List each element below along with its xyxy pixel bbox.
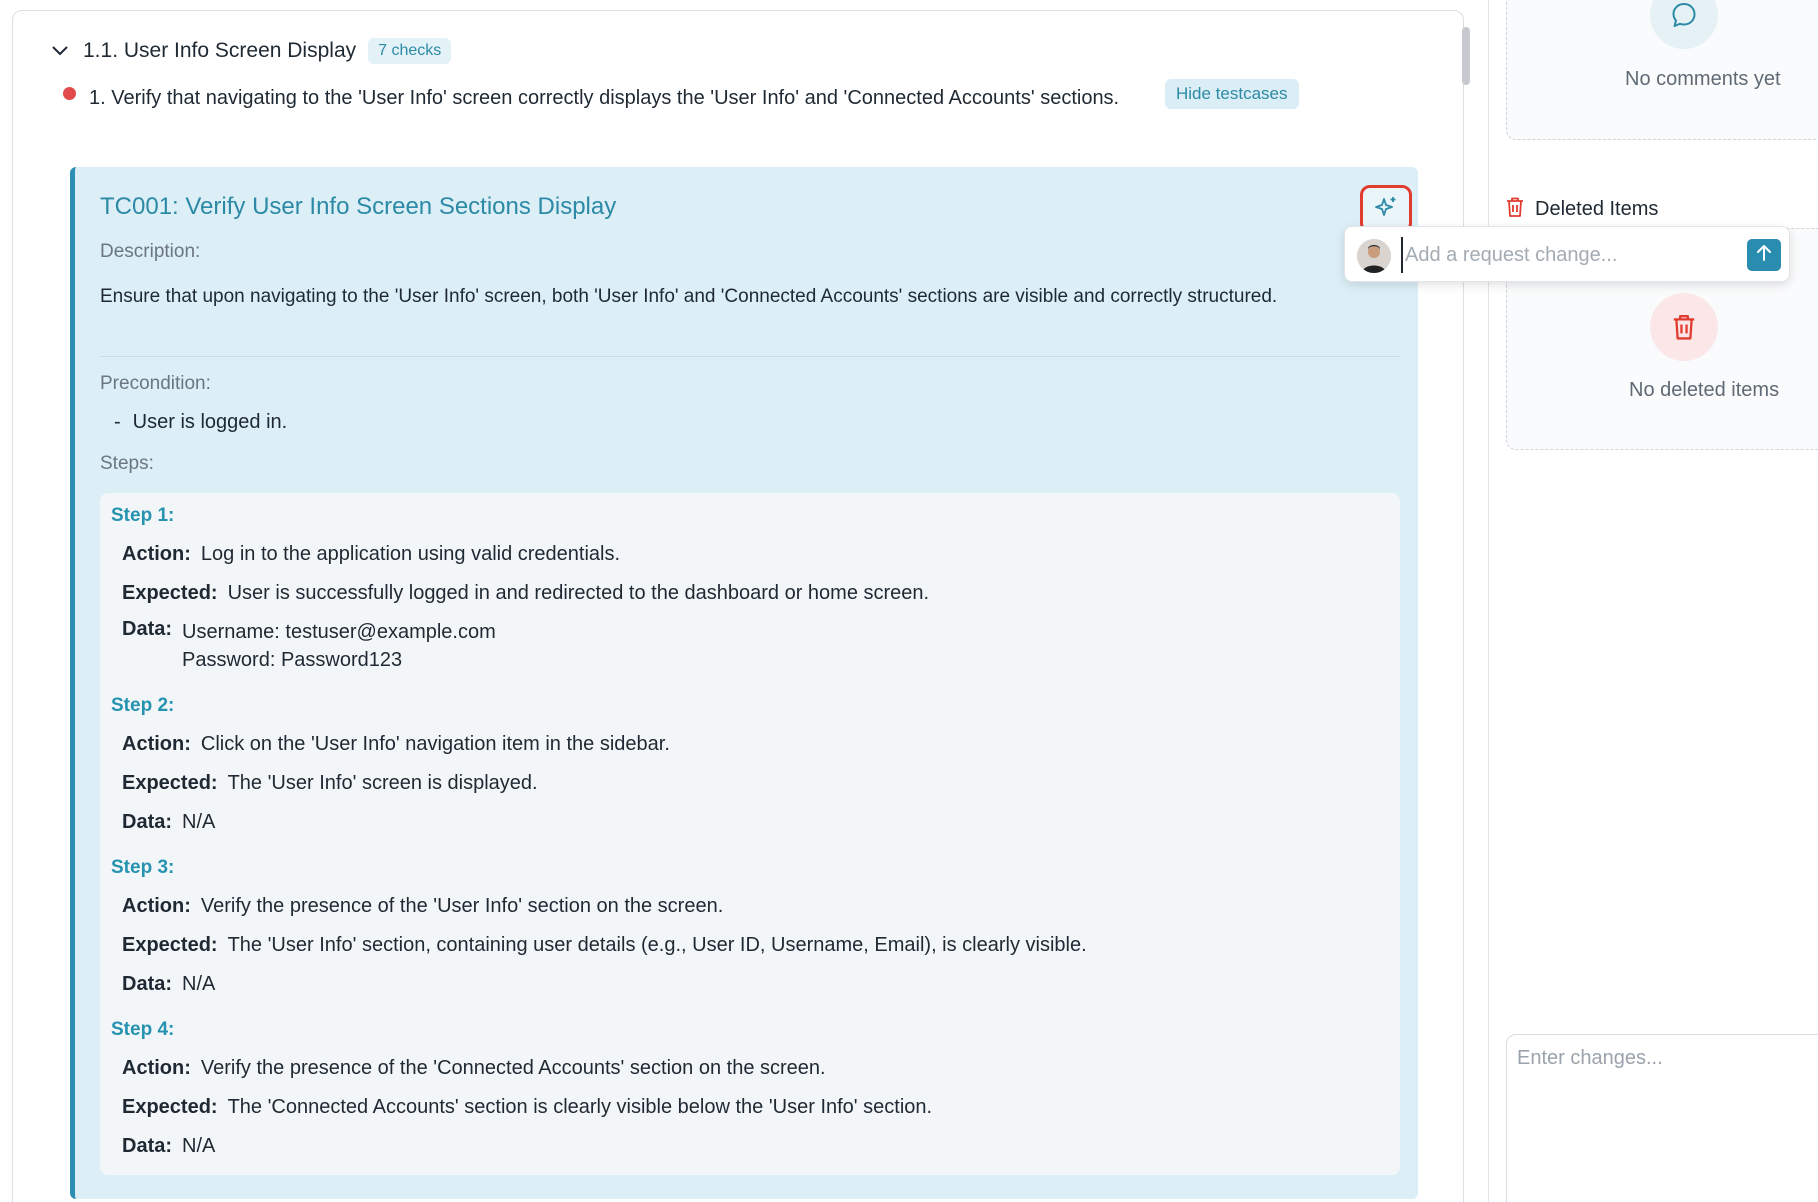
step-title: Step 2: <box>111 695 175 716</box>
step-action: Action: Verify the presence of the 'User Info' section on the screen. <box>122 895 724 917</box>
description-text: Ensure that upon navigating to the 'User Info' screen, both 'User Info' and 'Connected Accounts' sections are visible and correctly structured. <box>100 286 1278 307</box>
step-title: Step 4: <box>111 1019 175 1040</box>
step-expected: Expected: The 'User Info' section, containing user details (e.g., User ID, Username, Email), is clearly visible. <box>122 934 1087 956</box>
hide-testcases-button[interactable]: Hide testcases <box>1165 79 1299 109</box>
scrollbar[interactable] <box>1462 27 1470 85</box>
section-header <box>49 35 451 67</box>
step-action: Action: Log in to the application using valid credentials. <box>122 543 621 565</box>
checks-panel <box>12 10 1464 1202</box>
description-label: Description: <box>100 241 201 262</box>
testcase-card <box>70 167 1418 1199</box>
step-data: Data: N/A <box>122 973 216 995</box>
avatar <box>1357 239 1391 273</box>
chat-bubble-icon <box>1650 0 1718 49</box>
deleted-items-header <box>1505 196 1658 223</box>
send-request-button[interactable] <box>1747 239 1781 271</box>
step-expected: Expected: The 'User Info' screen is displayed. <box>122 772 538 794</box>
comments-empty-text: No comments yet <box>1625 68 1781 90</box>
step-expected: Expected: User is successfully logged in and redirected to the dashboard or home screen. <box>122 582 930 604</box>
panel-divider <box>1488 0 1489 1202</box>
trash-icon <box>1650 293 1718 361</box>
precondition-label: Precondition: <box>100 373 211 394</box>
request-change-popup <box>1344 226 1790 282</box>
trash-icon <box>1505 196 1525 223</box>
comments-card <box>1506 0 1818 140</box>
enter-changes-textarea[interactable] <box>1506 1034 1818 1202</box>
step-action: Action: Click on the 'User Info' navigation item in the sidebar. <box>122 733 670 755</box>
precondition-item: - User is logged in. <box>114 411 288 433</box>
steps-label: Steps: <box>100 453 154 474</box>
deleted-items-title: Deleted Items <box>1535 198 1659 220</box>
status-dot <box>63 87 76 100</box>
check-text: 1. Verify that navigating to the 'User Info' screen correctly displays the 'User Info' and 'Connected Accounts' sections. <box>89 87 1120 109</box>
step-action: Action: Verify the presence of the 'Connected Accounts' section on the screen. <box>122 1057 826 1079</box>
step-title: Step 3: <box>111 857 175 878</box>
chevron-down-icon[interactable] <box>49 40 71 62</box>
step-expected: Expected: The 'Connected Accounts' section is clearly visible below the 'User Info' section. <box>122 1096 933 1118</box>
divider <box>100 356 1400 357</box>
sparkle-icon <box>1374 195 1398 224</box>
section-title: 1.1. User Info Screen Display <box>83 39 357 62</box>
step-title: Step 1: <box>111 505 175 526</box>
step-data: Data: N/A <box>122 1135 216 1157</box>
deleted-empty-text: No deleted items <box>1629 379 1780 401</box>
arrow-up-icon <box>1756 244 1772 267</box>
testcase-title: TC001: Verify User Info Screen Sections Display <box>100 193 617 220</box>
step-data: Data: N/A <box>122 811 216 833</box>
checks-count-badge: 7 checks <box>368 38 451 64</box>
step-data: Data: Username: testuser@example.com Password: Password123 <box>122 618 496 671</box>
steps-list <box>100 493 1400 1175</box>
request-change-input[interactable] <box>1401 237 1741 273</box>
